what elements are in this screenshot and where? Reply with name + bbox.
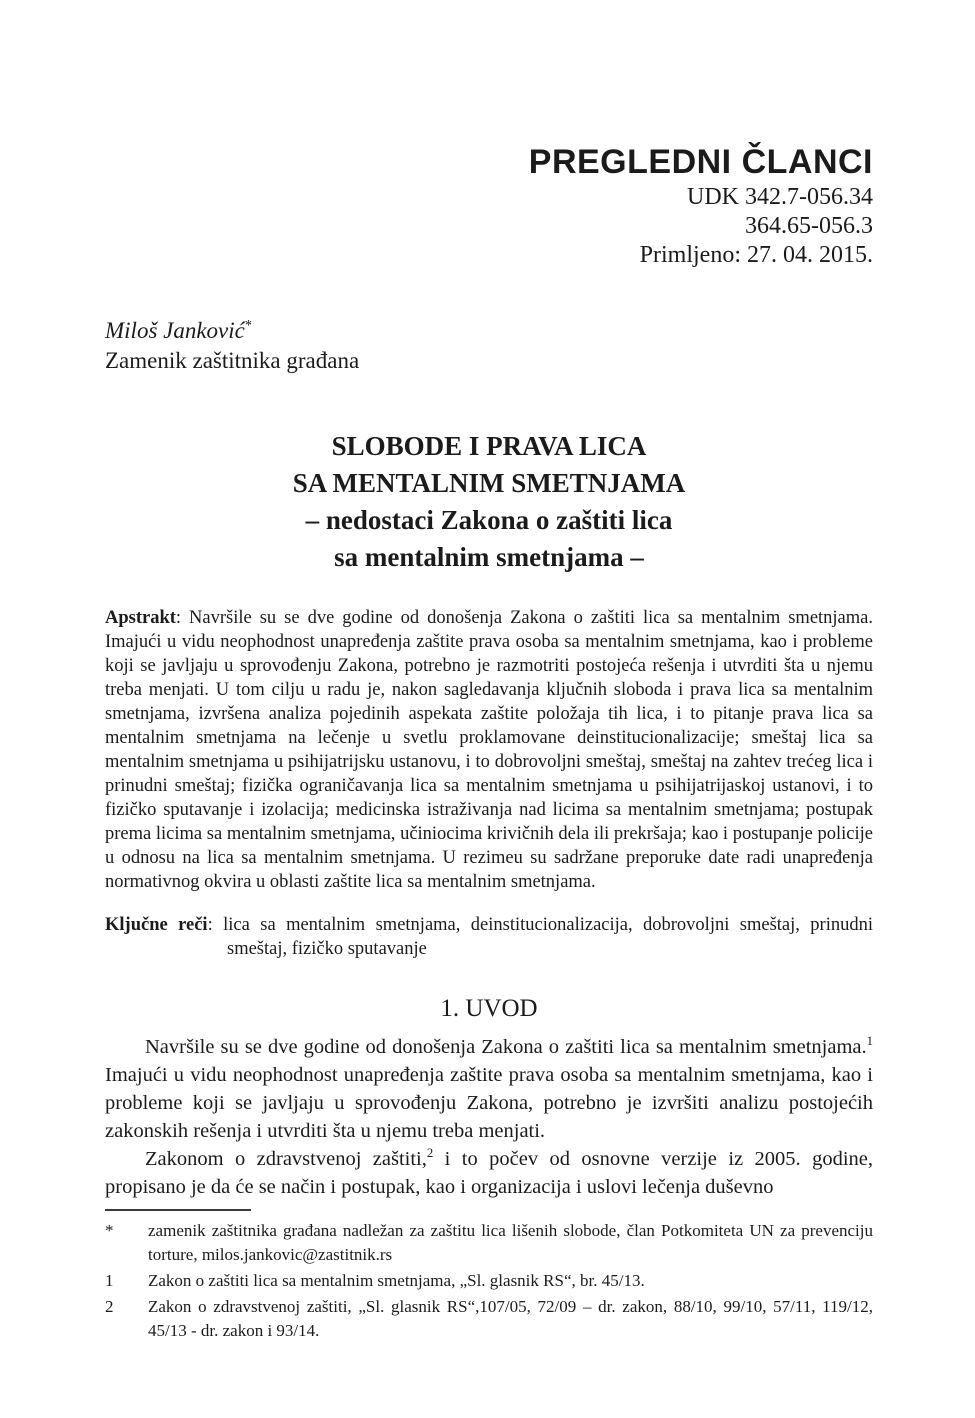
- body-paragraph-2: [105, 1145, 873, 1201]
- footnote-1-marker: 1: [105, 1271, 114, 1290]
- footnote-2-text: Zakon o zdravstvenoj zaštiti, „Sl. glasnik RS“,107/05, 72/09 – dr. zakon, 88/10, 99/10, 57/11, 119/12, 45/13 - dr. zakon i 93/14.: [148, 1297, 873, 1340]
- keywords-paragraph: [105, 913, 873, 961]
- abstract-text: : Navršile su se dve godine od donošenja Zakona o zaštiti lica sa mentalnim smetnjama. Imajući u vidu neophodnost unapređenja zaštite prava osoba sa mentalnim smetnjama, kao i probleme koji se javljaju u sprovođenju Zakona, potrebno je razmotriti postojeća rešenja i utvrditi šta u njemu treba menjati. U tom cilju u radu je, nakon sagledavanja ključnih sloboda i prava lica sa mentalnim smetnjama, izvršena analiza pojedinih aspekata zaštite položaja tih lica, i to pitanje prava lica sa mentalnim smetnjama na lečenje u svetlu proklamovane deinstitucionalizacije; smeštaj lica sa mentalnim smetnjama u psihijatrijsku ustanovu, i to dobrovoljni smeštaj, smeštaj na zahtev trećeg lica i prinudni smeštaj; fizička ograničavanja lica sa mentalnim smetnjama u psihijatrijaskoj ustanovi, i to fizičko sputavanje i izolacija; medicinska istraživanja nad licima sa mentalnim smetnjama; postupak prema licima sa mentalnim smetnjama, učiniocima krivičnih dela ili prekršaja; kao i postupanje policije u odnosu na lica sa mentalnim smetnjama. U rezimeu su sadržane preporuke date radi unapređenja normativnog okvira u oblasti zaštite lica sa mentalnim smetnjama.: [105, 608, 873, 892]
- title-line-3: – nedostaci Zakona o zaštiti lica: [305, 505, 673, 535]
- author-footnote-mark: *: [244, 317, 252, 334]
- keywords-text: : lica sa mentalnim smetnjama, deinstitucionalizacija, dobrovoljni smeštaj, prinudni smeštaj, fizičko sputavanje: [207, 914, 874, 959]
- page-content: [105, 0, 873, 1201]
- footnote-2: [105, 1295, 873, 1343]
- footnote-ref-1: 1: [866, 1033, 873, 1048]
- title-line-4: sa mentalnim smetnjama –: [334, 542, 644, 572]
- udk-number-line1: UDK 342.7-056.34: [687, 184, 873, 210]
- keywords-label: Ključne reči: [105, 914, 208, 935]
- abstract-label: Apstrakt: [105, 608, 176, 628]
- received-date: Primljeno: 27. 04. 2015.: [639, 242, 873, 268]
- footnote-area: [105, 1209, 873, 1345]
- author-block: [105, 316, 873, 376]
- footnote-1: [105, 1269, 873, 1293]
- footnote-star: [105, 1219, 873, 1267]
- section-heading-uvod: 1. UVOD: [440, 994, 538, 1022]
- body-p1-text-a: Navršile su se dve godine od donošenja Zakona o zaštiti lica sa mentalnim smetnjama.: [145, 1035, 867, 1058]
- author-name-text: Miloš Janković: [105, 318, 245, 343]
- author-name: [105, 316, 873, 346]
- title-line-1: SLOBODE I PRAVA LICA: [331, 431, 647, 461]
- author-affiliation: Zamenik zaštitnika građana: [105, 348, 360, 373]
- body-p2-text-b: i to počev od osnovne verzije iz 2005. godine, propisano je da će se način i postupak, kao i organizacija i uslovi lečenja duševno: [105, 1147, 873, 1198]
- abstract-paragraph: [105, 606, 873, 894]
- article-header: [105, 0, 873, 270]
- body-p2-text-a: Zakonom o zdravstvenoj zaštiti,: [145, 1147, 427, 1170]
- udk-number-line2: 364.65-056.3: [745, 213, 873, 239]
- body-paragraph-1: [105, 1033, 873, 1145]
- article-title: [105, 428, 873, 576]
- title-line-2: SA MENTALNIM SMETNJAMA: [292, 468, 686, 498]
- body-p1-text-b: Imajući u vidu neophodnost unapređenja zaštite prava osoba sa mentalnim smetnjama, kao i probleme koji se javljaju u sprovođenju Zakona, potrebno je izvršiti analizu postojećih zakonskih rešenja i utvrditi šta u njemu treba menjati.: [105, 1063, 873, 1142]
- footnote-ref-2: 2: [426, 1145, 434, 1160]
- footnote-2-marker: 2: [105, 1297, 114, 1316]
- footnote-star-text: zamenik zaštitnika građana nadležan za zaštitu lica lišenih slobode, član Potkomiteta UN za prevenciju torture, milos.jankovic@zastitnik.rs: [148, 1221, 873, 1264]
- footnote-1-text: Zakon o zaštiti lica sa mentalnim smetnjama, „Sl. glasnik RS“, br. 45/13.: [148, 1271, 645, 1290]
- article-category: PREGLEDNI ČLANCI: [528, 143, 873, 181]
- footnote-separator: [105, 1209, 251, 1211]
- footnote-star-marker: *: [105, 1221, 114, 1240]
- body-text: [105, 1033, 873, 1201]
